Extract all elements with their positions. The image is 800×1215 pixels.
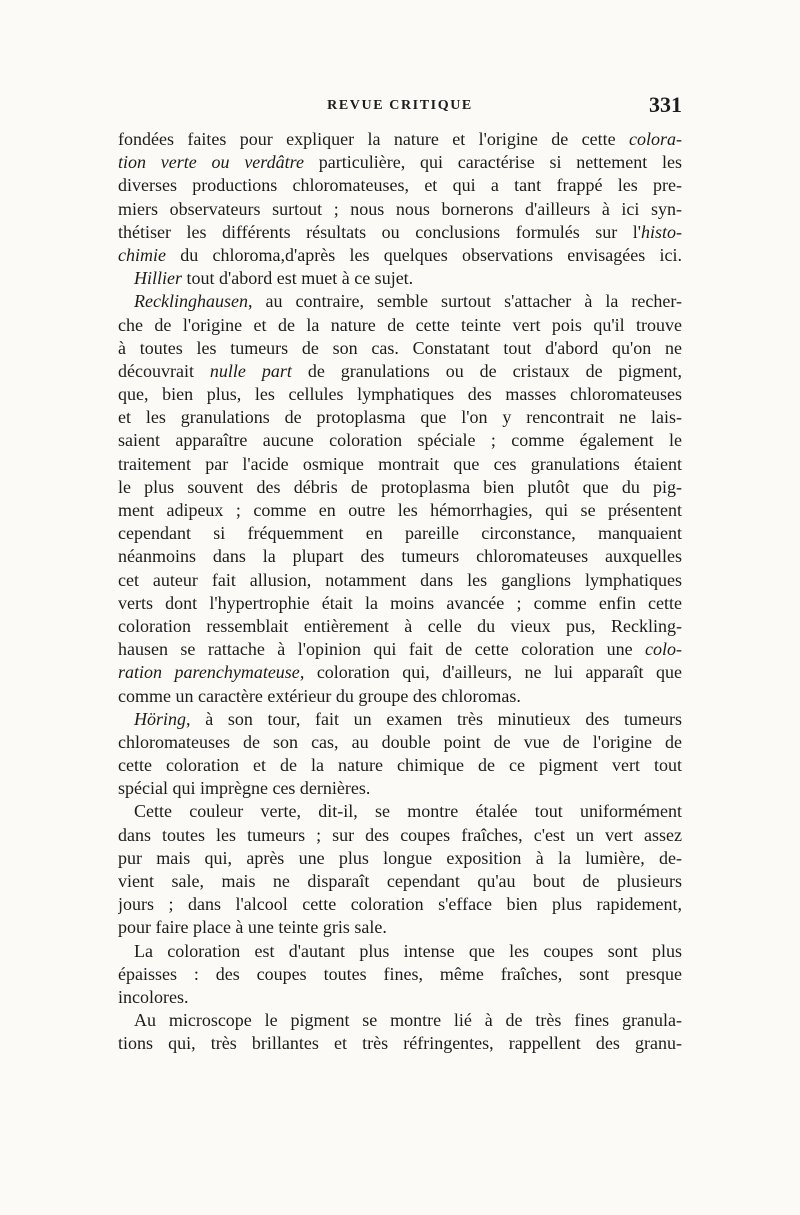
text-line: Au microscope le pigment se montre lié à de très fines granula- <box>134 1010 682 1031</box>
text-line: La coloration est d'autant plus intense que les coupes sont plus <box>134 940 682 961</box>
italic-emphasis: tion verte ou verdâtre <box>118 152 304 173</box>
italic-emphasis: chimie <box>118 244 166 265</box>
text-line: diverses productions chloromateuses, et qui a tant frappé les pre- <box>118 175 682 196</box>
body-text <box>118 128 682 1056</box>
text-line: Cette couleur verte, dit-il, se montre étalée tout uniformément <box>134 801 682 822</box>
text-line: et les granulations de protoplasma que l'on y rencontrait ne lais- <box>118 407 682 428</box>
italic-emphasis: Höring <box>134 708 187 729</box>
text-line: dans toutes les tumeurs ; sur des coupes fraîches, c'est un vert assez <box>118 824 682 845</box>
italic-emphasis: histo- <box>640 221 682 242</box>
italic-emphasis: Hillier <box>134 268 182 289</box>
text-line: miers observateurs surtout ; nous nous bornerons d'ailleurs à ici syn- <box>118 198 682 219</box>
text-line: Höring, à son tour, fait un examen très minutieux des tumeurs <box>134 708 682 729</box>
text-line: jours ; dans l'alcool cette coloration s'efface bien plus rapidement, <box>118 894 682 915</box>
text-line: spécial qui imprègne ces dernières. <box>118 778 371 799</box>
italic-emphasis: nulle part <box>209 360 292 381</box>
text-line: chimie du chloroma,d'après les quelques observations envisagées ici. <box>118 244 682 265</box>
text-line: fondées faites pour expliquer la nature et l'origine de cette colora- <box>118 129 682 149</box>
text-line: cependant si fréquemment en pareille circonstance, manquaient <box>118 523 682 544</box>
text-line: chloromateuses de son cas, au double point de vue de l'origine de <box>118 731 682 752</box>
running-title: REVUE CRITIQUE <box>327 98 473 113</box>
italic-emphasis: colora- <box>629 129 682 149</box>
text-line: vient sale, mais ne disparaît cependant qu'au bout de plusieurs <box>118 871 682 891</box>
text-line: que, bien plus, les cellules lymphatiques des masses chloromateuses <box>118 384 682 405</box>
text-line: cette coloration et de la nature chimique de ce pigment vert tout <box>118 755 682 776</box>
text-line: Recklinghausen, au contraire, semble surtout s'attacher à la recher- <box>134 291 682 312</box>
text-line: néanmoins dans la plupart des tumeurs chloromateuses auxquelles <box>118 546 682 567</box>
text-line: comme un caractère extérieur du groupe des chloromas. <box>118 685 521 706</box>
text-line: coloration ressemblait entièrement à celle du vieux pus, Reckling- <box>118 615 682 636</box>
text-line: tion verte ou verdâtre particulière, qui caractérise si nettement les <box>118 152 682 173</box>
text-line: pour faire place à une teinte gris sale. <box>118 917 387 938</box>
text-line: cet auteur fait allusion, notamment dans les ganglions lymphatiques <box>118 569 682 590</box>
text-line: le plus souvent des débris de protoplasma bien plutôt que du pig- <box>118 476 682 497</box>
text-line: che de l'origine et de la nature de cette teinte vert pois qu'il trouve <box>118 314 682 335</box>
italic-emphasis: ration parenchymateuse <box>118 662 300 683</box>
text-line: ration parenchymateuse, coloration qui, d'ailleurs, ne lui apparaît que <box>118 662 682 683</box>
text-line: pur mais qui, après une plus longue exposition à la lumière, de- <box>118 847 682 868</box>
text-line: ment adipeux ; comme en outre les hémorrhagies, qui se présentent <box>118 500 682 520</box>
text-line: tions qui, très brillantes et très réfringentes, rappellent des granu- <box>118 1033 682 1054</box>
text-line: découvrait nulle part de granulations ou de cristaux de pigment, <box>118 360 682 381</box>
italic-emphasis: colo- <box>645 639 682 660</box>
text-line: incolores. <box>118 986 189 1007</box>
text-line: verts dont l'hypertrophie était la moins avancée ; comme enfin cette <box>118 592 682 613</box>
text-line: à toutes les tumeurs de son cas. Constatant tout d'abord qu'on ne <box>118 337 682 358</box>
text-line: traitement par l'acide osmique montrait que ces granulations étaient <box>118 453 682 474</box>
text-line: thétiser les différents résultats ou conclusions formulés sur l'histo- <box>118 221 682 242</box>
text-line: hausen se rattache à l'opinion qui fait de cette coloration une colo- <box>118 639 682 660</box>
text-line: Hillier tout d'abord est muet à ce sujet. <box>134 268 414 289</box>
text-line: épaisses : des coupes toutes fines, même fraîches, sont presque <box>118 963 682 984</box>
italic-emphasis: Recklinghausen <box>134 291 248 312</box>
page-number: 331 <box>649 92 682 117</box>
page-header <box>118 92 682 122</box>
text-line: saient apparaître aucune coloration spéciale ; comme également le <box>118 430 682 451</box>
